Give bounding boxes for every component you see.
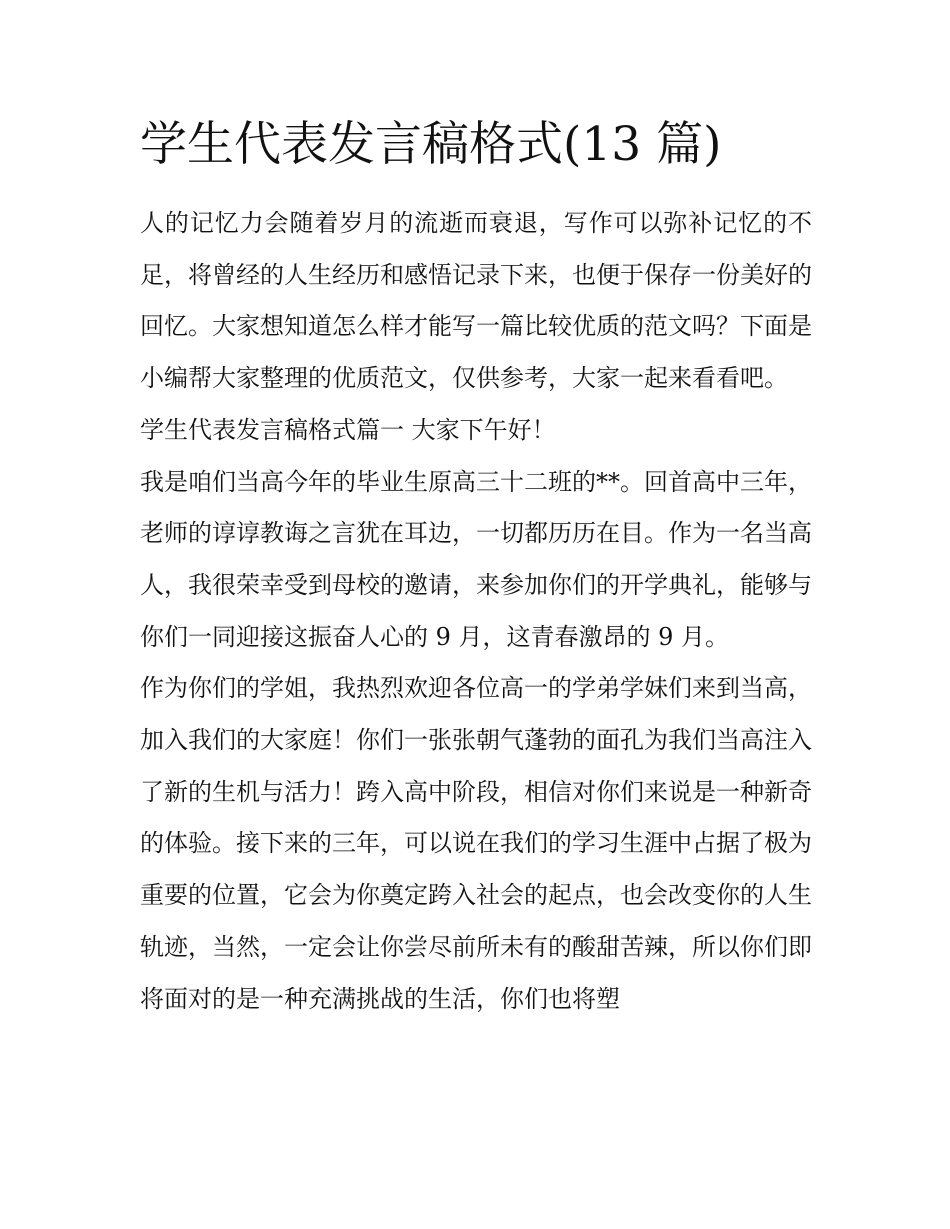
paragraph-self-introduction: 我是咱们当高今年的毕业生原高三十二班的**。回首高中三年，老师的谆谆教诲之言犹在耳边，一切都历历在目。作为一名当高人，我很荣幸受到母校的邀请，来参加你们的开学典礼，能够与你们一同迎接这振奋人心的 9 月，这青春激昂的 9 月。 [140,467,812,651]
document-title: 学生代表发言稿格式(13 篇) [140,117,722,172]
document-body [140,112,812,1025]
paragraph-intro: 人的记忆力会随着岁月的流逝而衰退，写作可以弥补记忆的不足，将曾经的人生经历和感悟记录下来，也便于保存一份美好的回忆。大家想知道怎么样才能写一篇比较优质的范文吗？下面是小编帮大家整理的优质范文，仅供参考，大家一起来看看吧。 [140,209,812,393]
paragraph-welcome: 作为你们的学姐，我热烈欢迎各位高一的学弟学妹们来到当高，加入我们的大家庭！你们一张张朝气蓬勃的面孔为我们当高注入了新的生机与活力！跨入高中阶段，相信对你们来说是一种新奇的体验。接下来的三年，可以说在我们的学习生涯中占据了极为重要的位置，它会为你奠定跨入社会的起点，也会改变你的人生轨迹，当然，一定会让你尝尽前所未有的酸甜苦辣，所以你们即将面对的是一种充满挑战的生活，你们也将塑 [140,674,812,1013]
paragraph-speech-heading: 学生代表发言稿格式篇一 大家下午好！ [140,415,556,444]
